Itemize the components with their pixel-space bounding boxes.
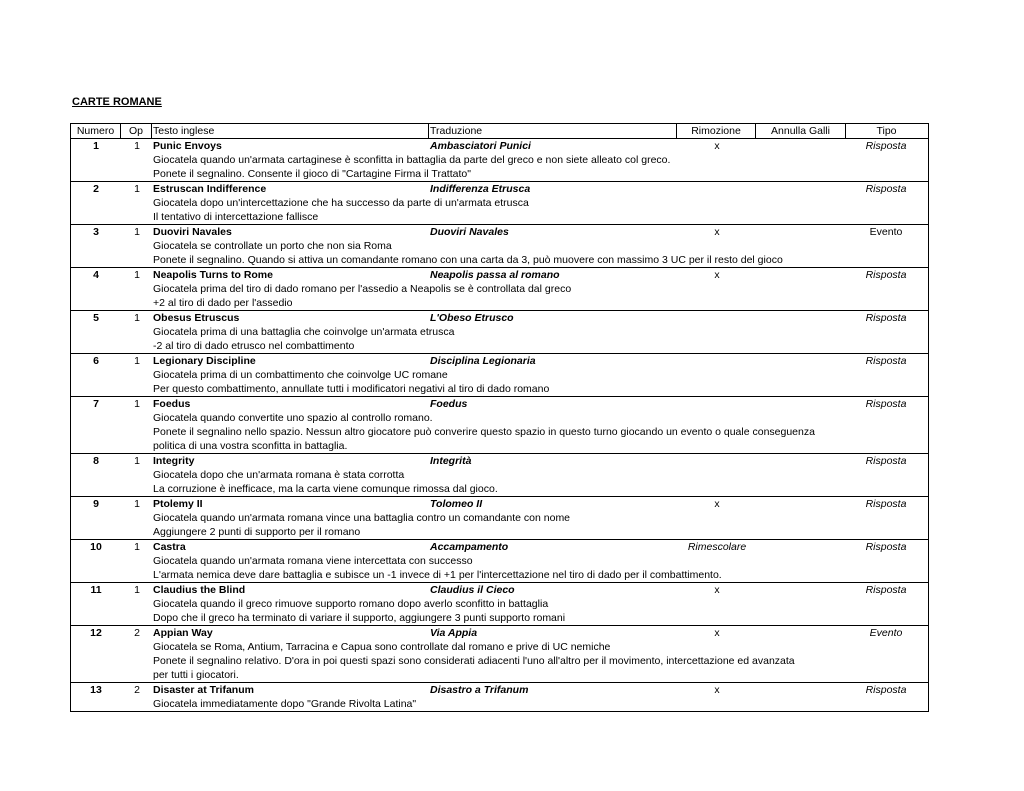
card-italian-name: Disciplina Legionaria xyxy=(430,355,536,367)
card-text-line xyxy=(71,511,928,525)
card-text: Giocatela prima di un combattimento che coinvolge UC romane xyxy=(153,369,448,381)
card-op: 1 xyxy=(134,584,140,596)
card-english-name: Estruscan Indifference xyxy=(153,183,267,195)
card-tipo: Risposta xyxy=(865,183,907,195)
card-op: 1 xyxy=(134,269,140,281)
card-italian-name: Foedus xyxy=(430,398,468,410)
card-tipo: Risposta xyxy=(865,541,907,553)
card-header-line xyxy=(71,583,928,597)
card-text: Giocatela dopo un'intercettazione che ha successo da parte di un'armata etrusca xyxy=(153,197,529,209)
card-text-line xyxy=(71,640,928,654)
card-english-name: Neapolis Turns to Rome xyxy=(153,269,273,281)
card-italian-name: Neapolis passa al romano xyxy=(430,269,560,281)
card-number: 1 xyxy=(93,140,99,152)
card-text-line xyxy=(71,597,928,611)
card-italian-name: Ambasciatori Punici xyxy=(430,140,531,152)
card-italian-name: Disastro a Trifanum xyxy=(430,684,529,696)
card-op: 1 xyxy=(134,312,140,324)
card-number: 3 xyxy=(93,226,99,238)
table-row xyxy=(71,540,928,583)
table-body xyxy=(71,139,928,712)
card-tipo: Risposta xyxy=(865,455,907,467)
card-english-name: Disaster at Trifanum xyxy=(153,684,254,696)
card-tipo: Risposta xyxy=(865,355,907,367)
card-text: Giocatela quando convertite uno spazio al controllo romano. xyxy=(153,412,433,424)
card-text: Giocatela se Roma, Antium, Tarracina e Capua sono controllate dal romano e prive di UC nemiche xyxy=(153,641,611,653)
card-text: Giocatela quando un'armata cartaginese è sconfitta in battaglia da parte del greco e non siete alleato col greco. xyxy=(153,154,671,166)
card-op: 2 xyxy=(134,684,140,696)
card-tipo: Risposta xyxy=(865,498,907,510)
card-header-line xyxy=(71,225,928,239)
card-text-line xyxy=(71,239,928,253)
card-rimozione: x xyxy=(714,498,720,510)
table-row xyxy=(71,497,928,540)
card-text: Giocatela quando il greco rimuove supporto romano dopo averlo sconfitto in battaglia xyxy=(153,598,549,610)
card-header-line xyxy=(71,626,928,640)
card-rimozione: x xyxy=(714,226,720,238)
card-rimozione: x xyxy=(714,269,720,281)
card-tipo: Evento xyxy=(869,226,903,238)
card-header-line xyxy=(71,311,928,325)
card-text-line xyxy=(71,382,928,396)
card-text-line xyxy=(71,697,928,711)
table-row xyxy=(71,139,928,182)
card-italian-name: Duoviri Navales xyxy=(430,226,509,238)
card-text-line xyxy=(71,210,928,224)
table-row xyxy=(71,225,928,268)
card-number: 6 xyxy=(93,355,99,367)
card-english-name: Ptolemy II xyxy=(153,498,203,510)
card-text-line xyxy=(71,425,928,439)
card-italian-name: Integrità xyxy=(430,455,472,467)
card-italian-name: L'Obeso Etrusco xyxy=(430,312,514,324)
card-tipo: Risposta xyxy=(865,269,907,281)
card-text: politica di una vostra sconfitta in battaglia. xyxy=(153,440,348,452)
card-english-name: Castra xyxy=(153,541,186,553)
card-english-name: Appian Way xyxy=(153,627,213,639)
card-number: 10 xyxy=(90,541,102,553)
card-text: Ponete il segnalino relativo. D'ora in poi questi spazi sono considerati adiacenti l'uno all'altro per il movimento, intercettazione ed avanzata xyxy=(153,655,795,667)
card-text-line xyxy=(71,468,928,482)
card-op: 1 xyxy=(134,398,140,410)
table-row xyxy=(71,354,928,397)
card-tipo: Risposta xyxy=(865,312,907,324)
card-rimozione: x xyxy=(714,627,720,639)
card-text-line xyxy=(71,611,928,625)
card-text: La corruzione è inefficace, ma la carta viene comunque rimossa dal gioco. xyxy=(153,483,498,495)
card-italian-name: Accampamento xyxy=(430,541,509,553)
table-row xyxy=(71,397,928,454)
card-header-line xyxy=(71,683,928,697)
card-text-line xyxy=(71,282,928,296)
card-header-line xyxy=(71,354,928,368)
card-text-line xyxy=(71,568,928,582)
card-text-line xyxy=(71,439,928,453)
card-rimozione: x xyxy=(714,584,720,596)
card-rimozione: x xyxy=(714,684,720,696)
card-tipo: Risposta xyxy=(865,398,907,410)
card-number: 13 xyxy=(90,684,102,696)
card-text: Giocatela prima del tiro di dado romano per l'assedio a Neapolis se è controllata dal greco xyxy=(153,283,572,295)
card-italian-name: Via Appia xyxy=(430,627,478,639)
card-english-name: Claudius the Blind xyxy=(153,584,246,596)
header-rimozione: Rimozione xyxy=(677,124,756,138)
header-annulla-galli: Annulla Galli xyxy=(756,124,846,138)
card-number: 9 xyxy=(93,498,99,510)
table-row xyxy=(71,311,928,354)
card-text-line xyxy=(71,296,928,310)
card-italian-name: Indifferenza Etrusca xyxy=(430,183,531,195)
header-tipo: Tipo xyxy=(876,125,897,137)
card-text-line xyxy=(71,525,928,539)
card-rimozione: x xyxy=(714,140,720,152)
page-title: CARTE ROMANE xyxy=(72,96,162,108)
card-number: 2 xyxy=(93,183,99,195)
card-text: Giocatela prima di una battaglia che coinvolge un'armata etrusca xyxy=(153,326,455,338)
card-text: Giocatela quando un'armata romana vince una battaglia contro un comandante con nome xyxy=(153,512,571,524)
card-text: +2 al tiro di dado per l'assedio xyxy=(153,297,293,309)
card-number: 5 xyxy=(93,312,99,324)
card-number: 11 xyxy=(90,584,102,596)
card-english-name: Foedus xyxy=(153,398,191,410)
card-rimozione: Rimescolare xyxy=(687,541,747,553)
card-italian-name: Claudius il Cieco xyxy=(430,584,515,596)
card-header-line xyxy=(71,182,928,196)
card-header-line xyxy=(71,540,928,554)
card-text-line xyxy=(71,253,928,267)
card-text: per tutti i giocatori. xyxy=(153,669,239,681)
card-op: 2 xyxy=(134,627,140,639)
table-header xyxy=(71,123,928,139)
card-tipo: Evento xyxy=(869,627,903,639)
card-op: 1 xyxy=(134,355,140,367)
card-text-line xyxy=(71,196,928,210)
header-traduzione: Traduzione xyxy=(429,124,677,138)
header-numero: Numero xyxy=(71,124,121,138)
card-number: 4 xyxy=(93,269,99,281)
card-header-line xyxy=(71,397,928,411)
card-op: 1 xyxy=(134,541,140,553)
card-op: 1 xyxy=(134,455,140,467)
card-text: -2 al tiro di dado etrusco nel combattimento xyxy=(153,340,355,352)
card-text: Giocatela immediatamente dopo "Grande Rivolta Latina" xyxy=(153,698,417,710)
card-text-line xyxy=(71,482,928,496)
cards-table xyxy=(70,123,929,712)
header-op: Op xyxy=(121,124,152,138)
card-text-line xyxy=(71,554,928,568)
card-tipo: Risposta xyxy=(865,140,907,152)
card-number: 12 xyxy=(90,627,102,639)
card-tipo: Risposta xyxy=(865,684,907,696)
card-text-line xyxy=(71,339,928,353)
card-number: 7 xyxy=(93,398,99,410)
table-row xyxy=(71,626,928,683)
table-row xyxy=(71,454,928,497)
table-row xyxy=(71,583,928,626)
table-row xyxy=(71,182,928,225)
card-text-line xyxy=(71,654,928,668)
card-text-line xyxy=(71,153,928,167)
card-text: Giocatela se controllate un porto che non sia Roma xyxy=(153,240,392,252)
card-text-line xyxy=(71,668,928,682)
card-op: 1 xyxy=(134,140,140,152)
card-text: Giocatela dopo che un'armata romana è stata corrotta xyxy=(153,469,405,481)
card-header-line xyxy=(71,497,928,511)
table-row xyxy=(71,268,928,311)
card-text-line xyxy=(71,325,928,339)
card-tipo: Risposta xyxy=(865,584,907,596)
card-english-name: Punic Envoys xyxy=(153,140,222,152)
card-header-line xyxy=(71,139,928,153)
card-op: 1 xyxy=(134,183,140,195)
card-text: Per questo combattimento, annullate tutti i modificatori negativi al tiro di dado romano xyxy=(153,383,550,395)
card-op: 1 xyxy=(134,498,140,510)
card-header-line xyxy=(71,454,928,468)
card-header-line xyxy=(71,268,928,282)
card-english-name: Obesus Etruscus xyxy=(153,312,240,324)
card-text: Ponete il segnalino nello spazio. Nessun altro giocatore può converire questo spazio in questo turno giocando un evento o quale conseguenza xyxy=(153,426,815,438)
table-row xyxy=(71,683,928,712)
header-testo-inglese: Testo inglese xyxy=(152,124,429,138)
card-number: 8 xyxy=(93,455,99,467)
card-text: Ponete il segnalino. Quando si attiva un comandante romano con una carta da 3, può muovere con massimo 3 UC per il resto del gioco xyxy=(153,254,783,266)
card-text-line xyxy=(71,167,928,181)
card-text: Giocatela quando un'armata romana viene intercettata con successo xyxy=(153,555,473,567)
card-text-line xyxy=(71,411,928,425)
card-text-line xyxy=(71,368,928,382)
card-italian-name: Tolomeo II xyxy=(430,498,483,510)
card-english-name: Integrity xyxy=(153,455,195,467)
card-text: Il tentativo di intercettazione fallisce xyxy=(153,211,319,223)
card-text: Ponete il segnalino. Consente il gioco di "Cartagine Firma il Trattato" xyxy=(153,168,471,180)
card-english-name: Duoviri Navales xyxy=(153,226,232,238)
card-text: Aggiungere 2 punti di supporto per il romano xyxy=(153,526,361,538)
card-op: 1 xyxy=(134,226,140,238)
card-text: L'armata nemica deve dare battaglia e subisce un -1 invece di +1 per l'intercettazione nel tiro di dado per il combattimento. xyxy=(153,569,722,581)
card-text: Dopo che il greco ha terminato di variare il supporto, aggiungere 3 punti supporto romani xyxy=(153,612,566,624)
card-english-name: Legionary Discipline xyxy=(153,355,256,367)
